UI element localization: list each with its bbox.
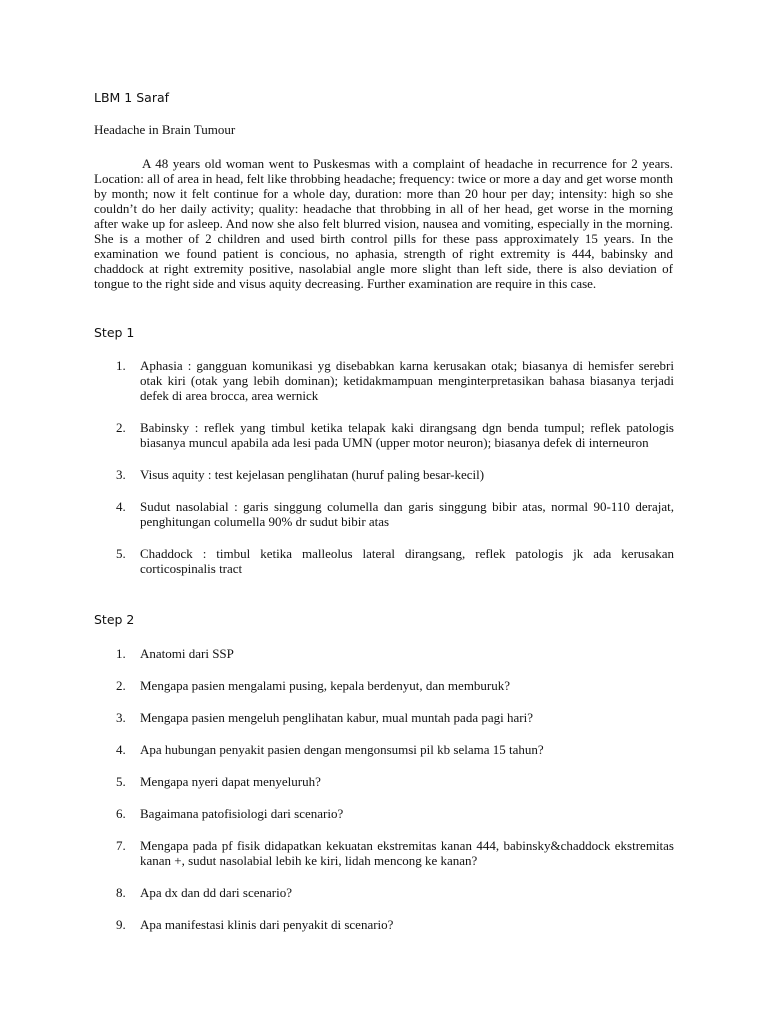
list-item-number: 2. xyxy=(116,678,126,693)
list-item xyxy=(94,774,674,789)
list-item-number: 6. xyxy=(116,806,126,821)
list-item xyxy=(94,678,674,693)
list-item-number: 2. xyxy=(116,420,126,435)
list-item-number: 3. xyxy=(116,710,126,725)
list-item-text: Sudut nasolabial : garis singgung columella dan garis singgung bibir atas, normal 90-110 derajat, penghitungan columella 90% dr sudut bibir atas xyxy=(140,499,674,529)
list-item-text: Aphasia : gangguan komunikasi yg disebabkan karna kerusakan otak; biasanya di hemisfer serebri otak kiri (otak yang lebih dominan); ketidakmampuan menginterpretasikan bahasa biasanya terjadi defek di area brocca, area wernick xyxy=(140,358,674,403)
list-item xyxy=(94,358,674,403)
list-item-text: Chaddock : timbul ketika malleolus lateral dirangsang, reflek patologis jk ada kerusakan corticospinalis tract xyxy=(140,546,674,576)
list-item-number: 5. xyxy=(116,546,126,561)
list-item-text: Apa manifestasi klinis dari penyakit di scenario? xyxy=(140,917,394,932)
scenario-paragraph: A 48 years old woman went to Puskesmas with a complaint of headache in recurrence for 2 years. Location: all of area in head, felt like throbbing headache; frequency: twice or more a day and get worse month by month; now it felt continue for a whole day, duration: more than 20 hour per day; intensity: high so she couldn’t do her daily activity; quality: headache that throbbing in all of her head, get worse in the morning after wake up for asleep. And now she also felt blurred vision, nausea and vomiting, especially in the morning. She is a mother of 2 children and used birth control pills for these pass approximately 15 years. In the examination we found patient is concious, no aphasia, strength of right extremity is 444, babinsky and chaddock at right extremity positive, nasolabial angle more slight than left side, there is also deviation of tongue to the right side and visus aquity decreasing. Further examination are require in this case. xyxy=(94,156,673,291)
list-item-number: 5. xyxy=(116,774,126,789)
list-item xyxy=(94,806,674,821)
list-item xyxy=(94,885,674,900)
list-item-number: 4. xyxy=(116,499,126,514)
list-item xyxy=(94,499,674,529)
list-item-text: Apa dx dan dd dari scenario? xyxy=(140,885,292,900)
scenario-heading: Headache in Brain Tumour xyxy=(94,122,236,137)
list-item xyxy=(94,546,674,576)
list-item-number: 8. xyxy=(116,885,126,900)
list-item xyxy=(94,646,674,661)
list-item-text: Mengapa pasien mengalami pusing, kepala berdenyut, dan memburuk? xyxy=(140,678,511,693)
list-item-number: 7. xyxy=(116,838,126,853)
step2-label: Step 2 xyxy=(94,612,135,627)
list-item-text: Anatomi dari SSP xyxy=(140,646,234,661)
list-item-text: Mengapa nyeri dapat menyeluruh? xyxy=(140,774,321,789)
list-item xyxy=(94,710,674,725)
list-item xyxy=(94,467,674,482)
step1-list xyxy=(94,358,674,593)
list-item-number: 3. xyxy=(116,467,126,482)
list-item-text: Apa hubungan penyakit pasien dengan mengonsumsi pil kb selama 15 tahun? xyxy=(140,742,544,757)
list-item xyxy=(94,742,674,757)
document-title: LBM 1 Saraf xyxy=(94,90,170,105)
list-item-number: 1. xyxy=(116,358,126,373)
step2-list xyxy=(94,646,674,949)
list-item-text: Visus aquity : test kejelasan penglihatan (huruf paling besar-kecil) xyxy=(140,467,485,482)
list-item-number: 4. xyxy=(116,742,126,757)
list-item xyxy=(94,420,674,450)
list-item-text: Bagaimana patofisiologi dari scenario? xyxy=(140,806,344,821)
step1-label: Step 1 xyxy=(94,325,135,340)
list-item-text: Mengapa pasien mengeluh penglihatan kabur, mual muntah pada pagi hari? xyxy=(140,710,533,725)
list-item-number: 9. xyxy=(116,917,126,932)
list-item-number: 1. xyxy=(116,646,126,661)
list-item xyxy=(94,917,674,932)
list-item-text: Mengapa pada pf fisik didapatkan kekuatan ekstremitas kanan 444, babinsky&chaddock ekstremitas kanan +, sudut nasolabial lebih ke kiri, lidah mencong ke kanan? xyxy=(140,838,674,868)
list-item xyxy=(94,838,674,868)
list-item-text: Babinsky : reflek yang timbul ketika telapak kaki dirangsang dgn benda tumpul; reflek patologis biasanya muncul apabila ada lesi pada UMN (upper motor neuron); biasanya defek di interneuron xyxy=(140,420,674,450)
